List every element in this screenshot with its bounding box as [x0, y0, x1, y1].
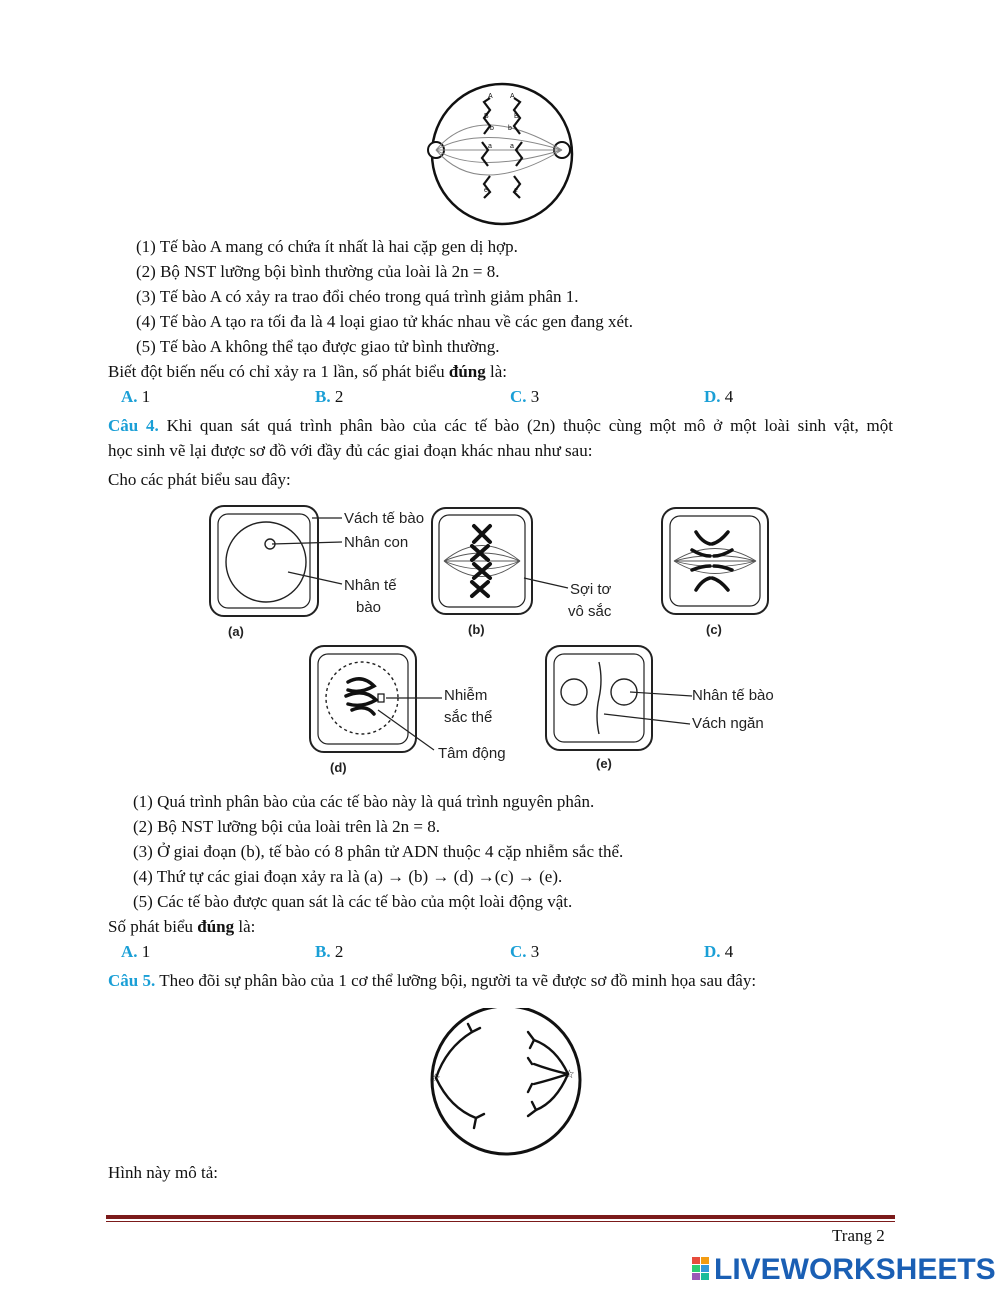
q5-after: Hình này mô tả:	[108, 1163, 219, 1182]
mitosis-stages-figure	[206, 500, 786, 780]
q3-statement: (2) Bộ NST lưỡng bội bình thường của loài là 2n = 8.	[136, 262, 500, 281]
fig1-label: e	[484, 187, 488, 194]
liveworksheets-logo-icon	[692, 1257, 710, 1281]
q3-option-c[interactable]: C. 3	[510, 387, 540, 406]
q3-statement: (3) Tế bào A có xảy ra trao đổi chéo trong quá trình giảm phân 1.	[136, 287, 579, 306]
q3-option-b[interactable]: B. 2	[315, 387, 344, 406]
fig1-label: e	[514, 187, 518, 194]
fig1-label: B	[514, 113, 519, 120]
label-vach-te-bao: Vách tế bào	[344, 510, 425, 527]
label-nhiem-sac-the: sắc thể	[444, 709, 493, 726]
q4-prompt: Số phát biểu đúng là:	[108, 917, 256, 936]
q3-option-d[interactable]: D. 4	[704, 387, 734, 406]
fig1-label: b	[490, 125, 494, 132]
label-soi-to: vô sắc	[568, 603, 612, 620]
svg-text:☆: ☆	[430, 1071, 441, 1085]
fig1-label: a	[488, 143, 492, 150]
q5-text: Câu 5. Theo đõi sự phân bào của 1 cơ thể lưỡng bội, người ta vẽ được sơ đồ minh họa sau đây:	[108, 971, 757, 990]
q5-label: Câu 5.	[108, 971, 156, 990]
label-nhiem-sac-the: Nhiễm	[444, 687, 488, 704]
q4-statement: (3) Ở giai đoạn (b), tế bào có 8 phân tử ADN thuộc 4 cặp nhiễm sắc thể.	[133, 842, 624, 861]
caption-c: (c)	[706, 622, 722, 637]
fig1-label: a	[510, 143, 514, 150]
page-number: Trang 2	[832, 1226, 885, 1245]
fig1-label: A	[488, 93, 493, 100]
q3-statement: (1) Tế bào A mang có chứa ít nhất là hai cặp gen dị hợp.	[136, 237, 518, 256]
q3-prompt: Biết đột biến nếu có chỉ xảy ra 1 lần, số phát biểu đúng là:	[108, 362, 507, 381]
liveworksheets-brand[interactable]: LIVEWORKSHEETS	[714, 1253, 996, 1286]
q3-option-a[interactable]: A. 1	[121, 387, 151, 406]
q3-statement: (4) Tế bào A tạo ra tối đa là 4 loại giao tử khác nhau về các gen đang xét.	[136, 312, 634, 331]
q4-text-line1: Câu 4. Khi quan sát quá trình phân bào của các tế bào (2n) thuộc cùng một mô ở một loài sinh vật, một	[108, 416, 893, 435]
q4-option-c[interactable]: C. 3	[510, 942, 540, 961]
caption-d: (d)	[330, 760, 347, 775]
fig1-label: B	[484, 113, 489, 120]
q4-option-b[interactable]: B. 2	[315, 942, 344, 961]
q4-statement: (4) Thứ tự các giai đoạn xảy ra là (a) → (b) → (d) →(c) → (e).	[133, 867, 563, 886]
label-tam-dong: Tâm động	[438, 745, 506, 762]
svg-text:☆: ☆	[564, 1067, 575, 1081]
q4-statement: (2) Bộ NST lưỡng bội của loài trên là 2n = 8.	[133, 817, 440, 836]
q3-statement: (5) Tế bào A không thể tạo được giao tử bình thường.	[136, 337, 500, 356]
fig1-label: A	[510, 93, 515, 100]
label-nhan-con: Nhân con	[344, 534, 409, 551]
label-nhan-te-bao: bào	[356, 599, 382, 616]
q4-text-line2: học sinh vẽ lại được sơ đồ với đầy đủ các giai đoạn khác nhau như sau:	[108, 441, 593, 460]
footer-rule	[106, 1221, 895, 1222]
q4-option-d[interactable]: D. 4	[704, 942, 734, 961]
label-vach-ngan: Vách ngăn	[692, 715, 764, 732]
q4-label: Câu 4.	[108, 416, 159, 435]
q4-statement: (1) Quá trình phân bào của các tế bào này là quá trình nguyên phân.	[133, 792, 595, 811]
label-soi-to: Sợi tơ	[570, 581, 612, 598]
caption-a: (a)	[228, 624, 244, 639]
fig1-label: b	[508, 125, 512, 132]
caption-b: (b)	[468, 622, 485, 637]
label-nhan-te-bao: Nhân tế	[344, 577, 397, 594]
footer-rule	[106, 1215, 895, 1219]
q4-intro: Cho các phát biểu sau đây:	[108, 470, 291, 489]
q4-option-a[interactable]: A. 1	[121, 942, 151, 961]
cell-a-figure	[418, 80, 586, 228]
q4-statement: (5) Các tế bào được quan sát là các tế bào của một loài động vật.	[133, 892, 573, 911]
label-nhan-te-bao-e: Nhân tế bào	[692, 687, 774, 704]
caption-e: (e)	[596, 756, 612, 771]
cell-q5-figure	[424, 1008, 588, 1156]
